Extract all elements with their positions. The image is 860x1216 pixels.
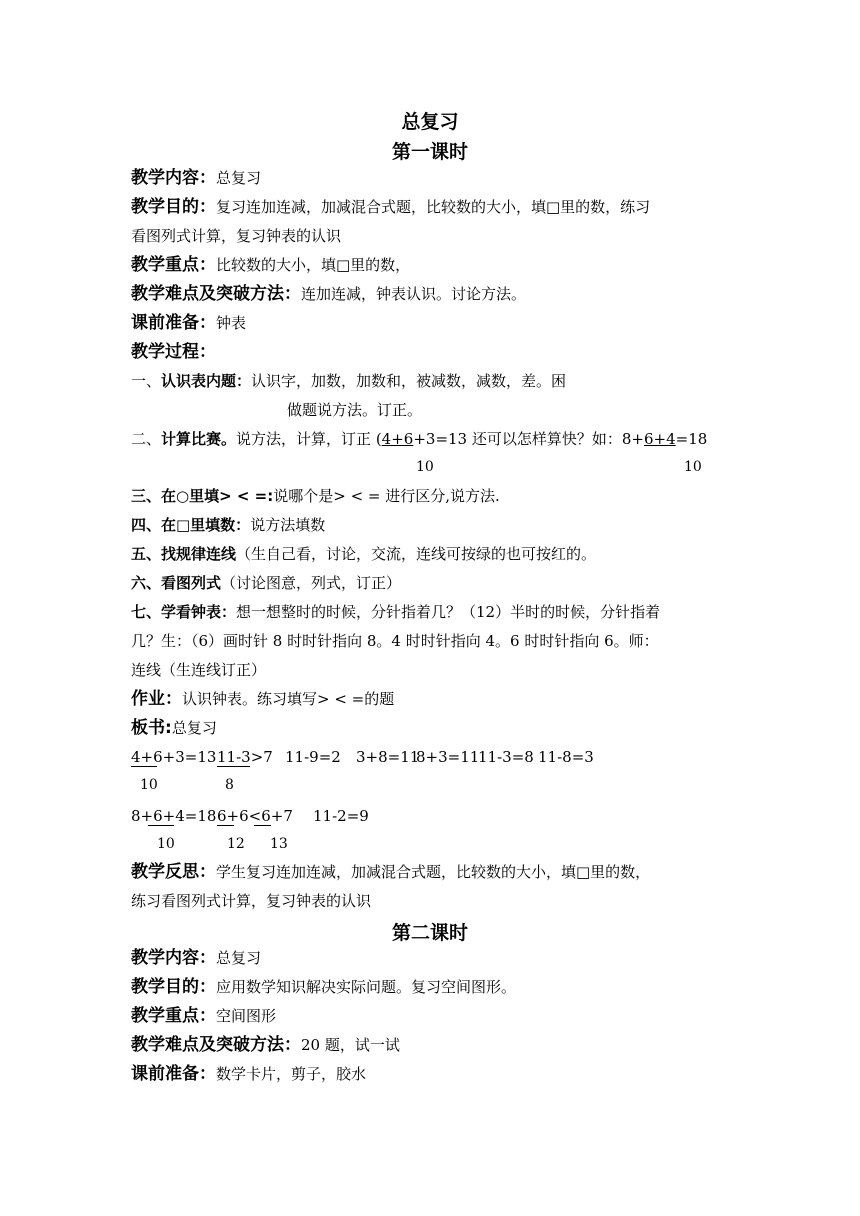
section5-text: （生自己看，讨论，交流，连线可按绿的也可按红的。 xyxy=(236,545,597,563)
l1-focus-label: 教学重点： xyxy=(131,255,216,275)
section3-label: 三、在○里填> < =: xyxy=(131,487,274,505)
l1-difficulty-row xyxy=(131,284,526,304)
section7-line3: 连线（生连线订正） xyxy=(131,661,267,679)
l2-prep-row xyxy=(131,1064,366,1084)
l1-prep-label: 课前准备： xyxy=(131,313,216,333)
section2-prefix: 二、 xyxy=(131,430,162,448)
section7-label: 七、学看钟表： xyxy=(131,603,237,621)
section2-text-a: 说方法，计算，订正 xyxy=(236,430,376,448)
l1-focus: 比较数的大小，填□里的数， xyxy=(216,256,411,274)
board-expr: 3+8=11 xyxy=(356,748,420,766)
board-expr: 11-8=3 xyxy=(538,748,594,766)
l2-goal-label: 教学目的： xyxy=(131,977,216,997)
homework-label: 作业： xyxy=(131,689,182,709)
l1-prep: 钟表 xyxy=(216,314,247,332)
l1-goal-line1: 复习连加连减，加减混合式题，比较数的大小，填□里的数，练习 xyxy=(216,198,651,216)
section4-label: 四、在□里填数： xyxy=(131,516,251,534)
l1-prep-row xyxy=(131,313,246,333)
board-expr: 4+6+3=13 xyxy=(131,748,217,766)
l2-difficulty-label: 教学难点及突破方法： xyxy=(131,1035,301,1055)
section2-label: 计算比赛。 xyxy=(161,430,237,448)
l1-goal-row xyxy=(131,197,650,217)
lesson2-heading: 第二课时 xyxy=(391,922,468,944)
board-underline xyxy=(148,825,174,826)
l2-goal-row xyxy=(131,977,516,997)
l2-content: 总复习 xyxy=(216,949,262,967)
section2-expr1-rest: +3=13 xyxy=(413,430,468,448)
section2-subscript-1: 10 xyxy=(416,459,434,475)
l2-content-row xyxy=(131,948,261,968)
board-underline xyxy=(217,825,234,826)
section1-line2: 做题说方法。订正。 xyxy=(287,401,423,419)
board-subscript: 10 xyxy=(140,777,158,793)
section1-prefix: 一、 xyxy=(131,372,162,390)
board-underline xyxy=(217,766,250,767)
homework-row xyxy=(131,689,394,709)
section1-label: 认识表内题： xyxy=(161,372,252,390)
section2-expr2-underlined: 6+4 xyxy=(644,430,676,448)
l1-content-row xyxy=(131,168,261,188)
l1-content-label: 教学内容： xyxy=(131,168,216,188)
section1-row xyxy=(131,371,566,391)
section2-text-b: 还可以怎样算快？如：8+ xyxy=(467,430,644,448)
section5-label: 五、找规律连线 xyxy=(131,545,237,563)
board-label: 板书: xyxy=(131,718,172,738)
board-underline xyxy=(131,766,157,767)
reflect-row xyxy=(131,862,650,882)
board-expr: 8+3=11 xyxy=(416,748,480,766)
l2-focus-row xyxy=(131,1006,276,1026)
l1-process-label: 教学过程： xyxy=(131,342,216,362)
board-underline xyxy=(254,825,271,826)
l1-focus-row xyxy=(131,255,410,275)
section3-text: 说哪个是> < = 进行区分,说方法. xyxy=(273,487,500,505)
board-subscript: 12 xyxy=(227,836,245,852)
section2-expr1-underlined: 4+6 xyxy=(381,430,414,448)
section2-expr2-rest: =18 xyxy=(675,430,708,448)
l1-difficulty-label: 教学难点及突破方法： xyxy=(131,284,301,304)
board-subscript: 8 xyxy=(225,777,234,793)
l2-difficulty-row xyxy=(131,1035,400,1055)
document-title: 总复习 xyxy=(401,111,459,133)
l1-process-row xyxy=(131,342,216,362)
reflect-line2: 练习看图列式计算，复习钟表的认识 xyxy=(131,892,372,910)
board-expr: 6+6<6+7 xyxy=(217,807,293,825)
homework-text: 认识钟表。练习填写> < =的题 xyxy=(182,690,395,708)
section2-expr1-open: ( xyxy=(375,430,382,448)
section4-text: 说方法填数 xyxy=(250,516,326,534)
section2-subscript-2: 10 xyxy=(684,459,702,475)
lesson1-heading: 第一课时 xyxy=(391,141,468,163)
l1-content: 总复习 xyxy=(216,169,262,187)
section6-label: 六、看图列式 xyxy=(131,574,222,592)
section6-row xyxy=(131,573,401,593)
l1-difficulty: 连加连减，钟表认识。讨论方法。 xyxy=(301,285,527,303)
l1-goal-label: 教学目的： xyxy=(131,197,216,217)
l2-focus-label: 教学重点： xyxy=(131,1006,216,1026)
l2-prep-label: 课前准备： xyxy=(131,1064,216,1084)
l1-goal-line2: 看图列式计算，复习钟表的认识 xyxy=(131,227,342,245)
section4-row xyxy=(131,515,325,535)
l2-goal: 应用数学知识解决实际问题。复习空间图形。 xyxy=(216,978,517,996)
section5-row xyxy=(131,544,596,564)
l2-focus: 空间图形 xyxy=(216,1007,277,1025)
board-expr: 11-9=2 xyxy=(285,748,341,766)
board-subscript: 10 xyxy=(157,836,175,852)
board-subscript: 13 xyxy=(270,836,288,852)
reflect-label: 教学反思： xyxy=(131,862,216,882)
board-row xyxy=(131,718,217,738)
section6-text: （讨论图意，列式，订正） xyxy=(221,574,402,592)
board-expr: 11-3>7 xyxy=(217,748,273,766)
l2-difficulty: 20 题，试一试 xyxy=(301,1036,400,1054)
board-expr: 8+6+4=18 xyxy=(131,807,217,825)
board-expr: 11-2=9 xyxy=(313,807,369,825)
section2-row xyxy=(131,429,707,449)
board-expr: 11-3=8 xyxy=(478,748,534,766)
l2-content-label: 教学内容： xyxy=(131,948,216,968)
l2-prep: 数学卡片，剪子，胶水 xyxy=(216,1065,367,1083)
section7-line2: 几？生：（6）画时针 8 时时针指向 8。4 时时针指向 4。6 时时针指向 6。师： xyxy=(131,632,659,650)
section3-row xyxy=(131,486,500,506)
section1-text: 认识字，加数，加数和，被减数，减数，差。困 xyxy=(251,372,567,390)
board-title: 总复习 xyxy=(171,719,217,737)
section7-line1: 想一想整时的时候，分针指着几？（12）半时的时候，分针指着 xyxy=(236,603,661,621)
section7-row xyxy=(131,602,660,622)
reflect-line1: 学生复习连加连减，加减混合式题，比较数的大小，填□里的数， xyxy=(216,863,651,881)
